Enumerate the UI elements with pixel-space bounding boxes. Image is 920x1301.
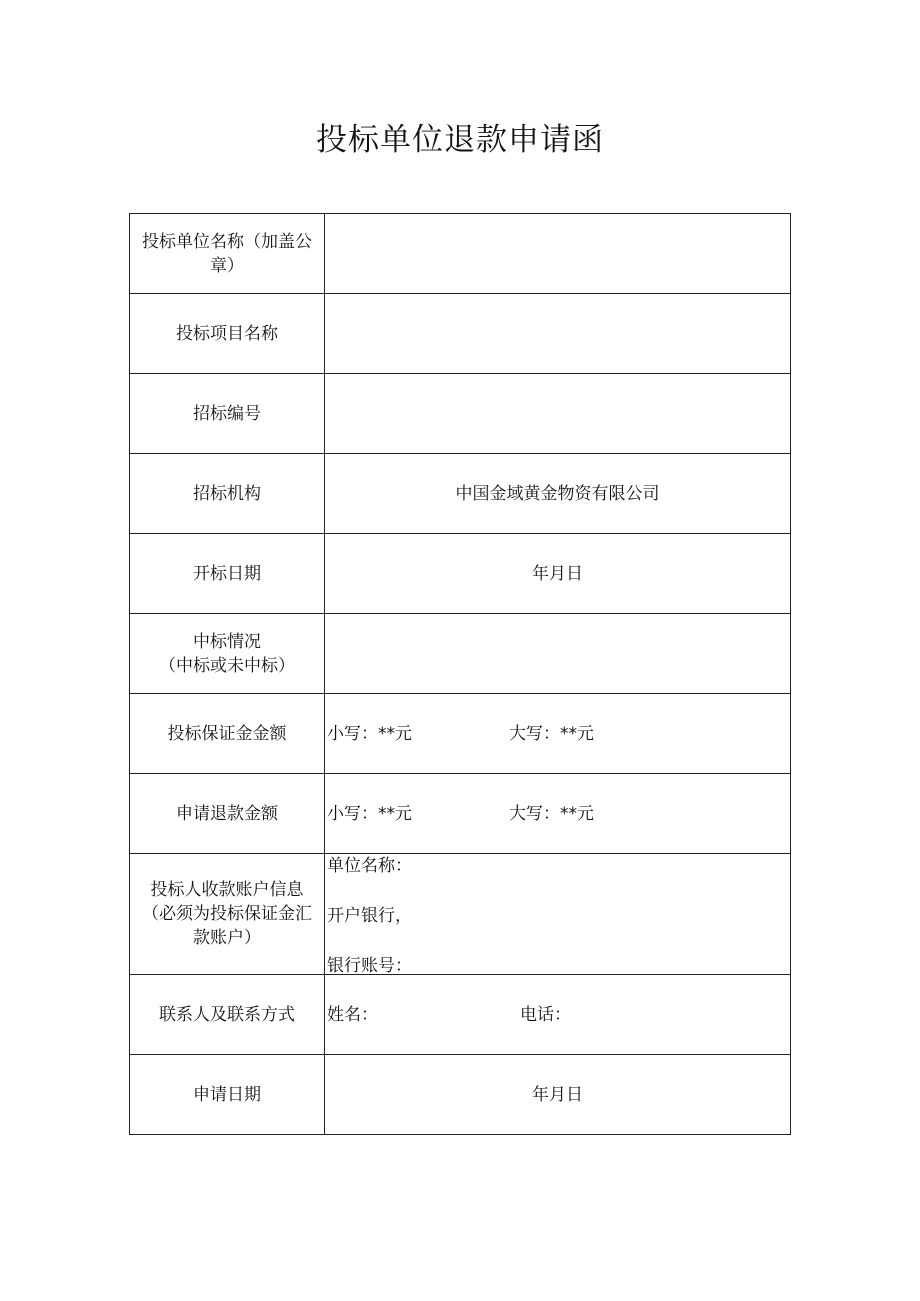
label-bidder-name-line1: 投标单位名称（加盖公: [142, 231, 312, 252]
label-account: [130, 854, 325, 975]
label-account-line2: （必须为投标保证金汇: [142, 904, 312, 924]
contact-phone[interactable]: 电话：: [520, 1004, 571, 1025]
row-result: [130, 614, 791, 694]
contact-name[interactable]: 姓名：: [327, 1004, 378, 1025]
value-tender-no[interactable]: [325, 374, 791, 454]
label-project-name: 投标项目名称: [130, 294, 325, 374]
page-title: 投标单位退款申请函: [316, 122, 604, 158]
row-refund: [130, 774, 791, 854]
label-agency: 招标机构: [130, 454, 325, 534]
label-account-line1: 投标人收款账户信息: [150, 880, 304, 900]
value-contact[interactable]: [325, 975, 791, 1055]
label-bidder-name: [130, 214, 325, 294]
label-result-line1: 中标情况: [193, 631, 261, 652]
row-tender-no: [130, 374, 791, 454]
label-apply-date: 申请日期: [130, 1055, 325, 1135]
label-bidder-name-line2: 章）: [210, 255, 244, 276]
row-contact: [130, 975, 791, 1055]
row-apply-date: [130, 1055, 791, 1135]
value-open-date[interactable]: 年月日: [325, 534, 791, 614]
refund-form-table: [129, 213, 791, 1135]
row-account: [130, 854, 791, 975]
value-bidder-name[interactable]: [325, 214, 791, 294]
label-contact: 联系人及联系方式: [130, 975, 325, 1055]
value-apply-date[interactable]: 年月日: [325, 1055, 791, 1135]
row-project-name: [130, 294, 791, 374]
row-agency: [130, 454, 791, 534]
account-bank[interactable]: 开户银行，: [327, 906, 412, 926]
label-refund: 申请退款金额: [130, 774, 325, 854]
value-refund[interactable]: [325, 774, 791, 854]
refund-upper-amount[interactable]: 大写：**元: [509, 803, 594, 824]
label-result-line2: （中标或未中标）: [159, 655, 295, 676]
deposit-upper-amount[interactable]: 大写：**元: [509, 723, 594, 744]
label-result: [130, 614, 325, 694]
value-deposit[interactable]: [325, 694, 791, 774]
row-bidder-name: [130, 214, 791, 294]
row-deposit: [130, 694, 791, 774]
label-tender-no: 招标编号: [130, 374, 325, 454]
label-account-line3: 款账户）: [193, 928, 261, 948]
value-project-name[interactable]: [325, 294, 791, 374]
value-agency: 中国金域黄金物资有限公司: [325, 454, 791, 534]
value-account[interactable]: [325, 854, 791, 975]
account-unit-name[interactable]: 单位名称：: [327, 856, 412, 876]
row-open-date: [130, 534, 791, 614]
refund-lower-amount[interactable]: 小写：**元: [327, 803, 412, 824]
value-result[interactable]: [325, 614, 791, 694]
label-deposit: 投标保证金金额: [130, 694, 325, 774]
label-open-date: 开标日期: [130, 534, 325, 614]
deposit-lower-amount[interactable]: 小写：**元: [327, 723, 412, 744]
account-number[interactable]: 银行账号：: [327, 956, 412, 976]
